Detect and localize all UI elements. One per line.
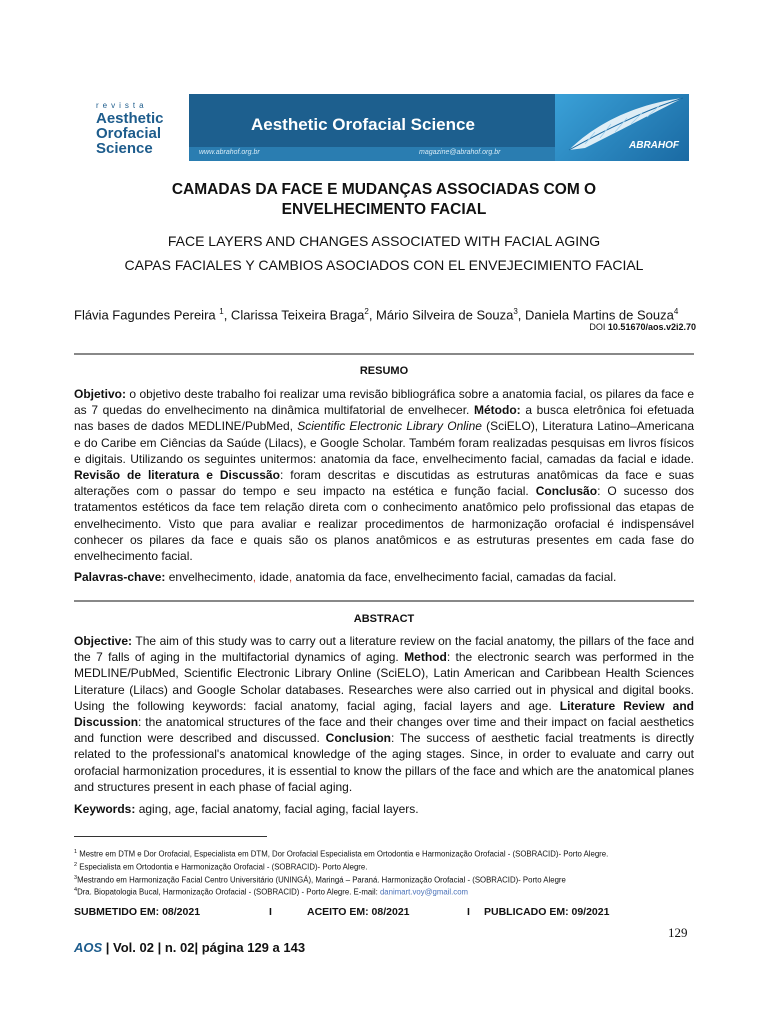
author-1: Flávia Fagundes Pereira bbox=[74, 307, 220, 323]
kw-sep-1: , bbox=[252, 570, 257, 584]
abstract-keywords bbox=[74, 802, 694, 816]
author-1-affil: 1 bbox=[219, 307, 224, 316]
resumo-body bbox=[74, 386, 694, 564]
kw-2: idade bbox=[256, 570, 289, 584]
footnote-1 bbox=[74, 847, 714, 860]
resumo-method-text: a busca eletrônica foi efetuada nas bases de dados MEDLINE/PubMed, bbox=[74, 403, 695, 434]
journal-logo bbox=[96, 101, 186, 156]
published-date: PUBLICADO EM: 09/2021 bbox=[484, 906, 610, 918]
title-english: FACE LAYERS AND CHANGES ASSOCIATED WITH FACIAL AGING bbox=[167, 233, 601, 249]
kw-sep-2: , bbox=[288, 570, 293, 584]
abstract-conclusion-label: Conclusion bbox=[325, 731, 391, 746]
title-spanish: CAPAS FACIALES Y CAMBIOS ASOCIADOS CON EL ENVEJECIMIENTO FACIAL bbox=[124, 257, 644, 273]
footnote-3 bbox=[74, 873, 714, 886]
title-pt-line-2: ENVELHECIMENTO FACIAL bbox=[281, 201, 487, 218]
footnotes bbox=[74, 847, 714, 898]
footnote-3-marker: 3 bbox=[74, 874, 78, 881]
author-3-affil: 3 bbox=[513, 307, 518, 316]
resumo-method-label: Método: bbox=[474, 403, 521, 418]
journal-volume-info: | Vol. 02 | n. 02| página 129 a 143 bbox=[102, 940, 306, 955]
footnote-2-marker: 2 bbox=[74, 861, 78, 868]
palavras-chave-label: Palavras-chave: bbox=[74, 570, 166, 584]
banner-title: Aesthetic Orofacial Science bbox=[251, 115, 475, 134]
abstract-review-text: : the anatomical structures of the face and their changes over time and their impact on facial aesthetics and function were described and discussed. bbox=[74, 715, 694, 746]
kw-1: envelhecimento bbox=[165, 570, 253, 584]
keywords-text: aging, age, facial anatomy, facial aging, facial layers. bbox=[135, 802, 419, 816]
footnote-4-text: Dra. Biopatologia Bucal, Harmonização Orofacial - (SOBRACID) - Porto Alegre. E-mail: bbox=[77, 887, 380, 897]
author-2-affil: 2 bbox=[364, 307, 369, 316]
footnote-1-text: Mestre em DTM e Dor Orofacial, Especialista em DTM, Dor Orofacial Especialista em Ortodontia e Harmonização Orofacial - (SOBRACID)- Porto Alegre. bbox=[77, 849, 609, 859]
divider-middle bbox=[74, 600, 694, 602]
author-4-affil: 4 bbox=[673, 307, 679, 316]
date-separator-1: I bbox=[269, 906, 272, 918]
abstract-review-label: Literature Review and Discussion bbox=[74, 698, 694, 730]
author-3: , Mário Silveira de Souza bbox=[368, 307, 514, 323]
abstract-conclusion-text: : The success of aesthetic facial treatments is directly related to the professional's anatomical knowledge of the aging stages. Since, in order to evaluate and carry out orofacial harmonization procedures, it is essential to know the pillars of the face and which are the anatomical planes and structures present in each phase of facial aging. bbox=[74, 731, 695, 794]
resumo-conclusion-label: Conclusão bbox=[535, 484, 598, 499]
abstract-objective-label: Objective: bbox=[74, 634, 133, 648]
footnote-4 bbox=[74, 885, 714, 898]
abrahof-logo: ABRAHOF bbox=[629, 140, 679, 151]
footnote-2 bbox=[74, 860, 714, 873]
resumo-review-label: Revisão de literatura e Discussão bbox=[74, 468, 280, 483]
doi bbox=[589, 322, 696, 332]
journal-abbrev: AOS bbox=[74, 940, 103, 955]
date-separator-2: I bbox=[467, 906, 470, 918]
footnote-4-marker: 4 bbox=[74, 887, 78, 894]
footnote-1-marker: 1 bbox=[74, 849, 78, 855]
page-number: 129 bbox=[668, 925, 688, 940]
banner-email: magazine@abrahof.org.br bbox=[419, 149, 501, 156]
footnote-2-text: Especialista em Ortodontia e Harmonização Orofacial - (SOBRACID)- Porto Alegre. bbox=[77, 862, 368, 872]
accepted-date: ACEITO EM: 08/2021 bbox=[307, 906, 410, 918]
abstract-objective-text: The aim of this study was to carry out a literature review on the facial anatomy, the pillars of the face and the 7 falls of aging in the multifactorial dynamics of aging. bbox=[74, 634, 694, 665]
abstract-method-text: : the electronic search was performed in the MEDLINE/PubMed, Scientific Electronic Library Online (SciELO), Latin American and Caribbean Health Sciences Literature (Lilacs) and Google Scholar databases. Researches were also carried out in physical and digital books. Using the following keywords: facial anatomy, facial aging, facial layers and age. bbox=[74, 650, 695, 713]
abstract-body bbox=[74, 633, 694, 795]
author-email-link[interactable]: danimart.voy@gmail.com bbox=[379, 887, 469, 897]
keywords-label: Keywords: bbox=[74, 802, 136, 816]
banner-url: www.abrahof.org.br bbox=[199, 149, 260, 156]
submitted-date: SUBMETIDO EM: 08/2021 bbox=[74, 906, 201, 918]
title-portuguese bbox=[60, 180, 708, 220]
feather-graphic bbox=[555, 94, 689, 161]
abstract-heading: ABSTRACT bbox=[353, 613, 415, 625]
abstract-method-label: Method bbox=[404, 650, 447, 665]
resumo-objective-text: o objetivo deste trabalho foi realizar uma revisão bibliográfica sobre a anatomia facial, os pilares da face e as 7 quedas do envelhecimento na dinâmica multifatorial de envelhecer. bbox=[74, 387, 694, 418]
resumo-method-text-2: (SciELO), Literatura Latino–Americana e do Caribe em Ciências da Saúde (Lilacs), e Google Scholar. Também foram realizadas pesquisas em livros físicos e digitais. Utilizando os seguintes unitermos: anatomia da face, envelhecimento facial, camadas da facial e idade. bbox=[74, 419, 694, 466]
logo-line-1: Aesthetic bbox=[96, 110, 164, 127]
resumo-heading: RESUMO bbox=[359, 365, 409, 377]
resumo-method-italic: Scientific Electronic Library Online bbox=[297, 419, 482, 434]
author-2: , Clarissa Teixeira Braga bbox=[223, 307, 365, 323]
divider-top bbox=[74, 353, 694, 355]
journal-citation bbox=[74, 940, 305, 955]
doi-value[interactable]: 10.51670/aos.v2i2.70 bbox=[607, 322, 696, 332]
kw-3: anatomia da face, envelhecimento facial, camadas da facial. bbox=[292, 570, 617, 584]
resumo-objective-label: Objetivo: bbox=[74, 387, 127, 401]
logo-line-2: Orofacial bbox=[96, 125, 162, 142]
logo-line-3: Science bbox=[96, 140, 153, 157]
resumo-keywords bbox=[74, 570, 694, 584]
footnote-3-text: Mestrando em Harmonização Facial Centro Universitário (UNINGÁ), Maringá – Paraná. Harmonização Orofacial - (SOBRACID)- Porto Alegre bbox=[77, 875, 566, 885]
logo-revista: revista bbox=[96, 101, 148, 110]
resumo-review-text: : foram descritas e discutidas as estruturas anatômicas da face e suas alterações com o passar do tempo e seu impacto na estética e função facial. bbox=[74, 468, 695, 499]
submission-dates bbox=[74, 906, 694, 918]
doi-label: DOI bbox=[589, 322, 608, 332]
journal-banner bbox=[189, 94, 689, 161]
author-4: , Daniela Martins de Souza bbox=[517, 307, 674, 323]
resumo-conclusion-text: : O sucesso dos tratamentos estéticos da face tem relação direta com o conhecimento anatômico pelo profissional das etapas de envelhecimento. Visto que para avaliar e realizar procedimentos de harmonização orofacial é indispensável conhecer os pilares da face e quais são os planos anatômicos e as estruturas presentes em cada fase do envelhecimento facial. bbox=[74, 484, 694, 564]
footnote-divider bbox=[74, 836, 267, 837]
title-pt-line-1: CAMADAS DA FACE E MUDANÇAS ASSOCIADAS COM O bbox=[171, 181, 597, 198]
